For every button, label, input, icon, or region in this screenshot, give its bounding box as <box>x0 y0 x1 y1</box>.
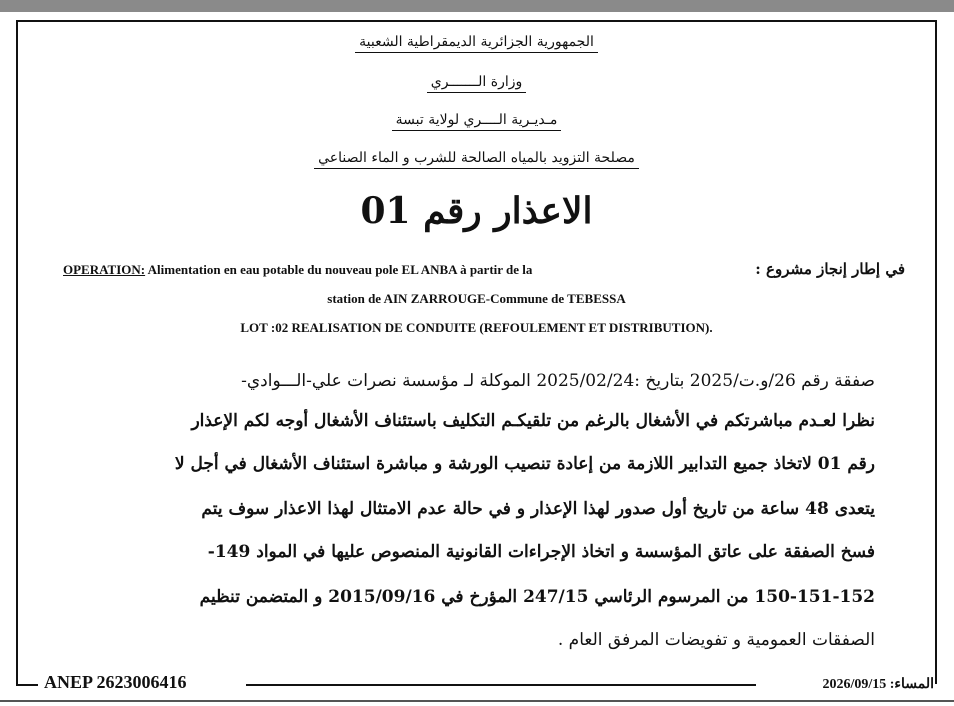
operation-lot: LOT :02 REALISATION DE CONDUITE (REFOULEMENT ET DISTRIBUTION). <box>240 320 713 335</box>
evening-label: المساء: <box>889 677 934 692</box>
operation-label: OPERATION: <box>63 262 146 277</box>
anep-reference: ANEP 2623006416 <box>44 672 187 692</box>
operation-line2: station de AIN ZARROUGE-Commune de TEBESSA <box>327 291 626 306</box>
body-line: فسخ الصفقة على عاتق المؤسسة و اتخاذ الإجراءات القانونية المنصوص عليها في المواد 149- <box>207 542 875 562</box>
body-line: 150-151-152 من المرسوم الرئاسي 247/15 المؤرخ في 2015/09/16 و المتضمن تنظيم <box>199 587 875 607</box>
header-service: مصلحة التزويد بالمياه الصالحة للشرب و الماء الصناعي <box>18 150 935 166</box>
operation-intro: في إطار إنجاز مشروع : <box>755 260 905 278</box>
notice-title: الاعذار رقم 01 <box>360 190 593 232</box>
header-ministry: وزارة الـــــــري <box>18 74 935 90</box>
body-line: يتعدى 48 ساعة من تاريخ أول صدور لهذا الإعذار و في حالة عدم الامتثال لهذا الاعذار سوف يتم <box>201 499 875 519</box>
bottom-rule <box>0 700 954 702</box>
header-directorate: مـديـرية الــــري لولاية تبسة <box>18 112 935 128</box>
operation-line1 <box>63 262 532 278</box>
body-line: الصفقات العمومية و تفويضات المرفق العام . <box>557 630 875 650</box>
body-line: صفقة رقم 26/و.ت/2025 بتاريخ :2025/02/24 الموكلة لـ مؤسسة نصرات علي-الـــوادي- <box>241 371 875 391</box>
top-gray-bar <box>0 0 954 12</box>
date-value: 2026/09/15 <box>822 677 887 692</box>
footer-rule <box>246 684 756 686</box>
body-line: رقم 01 لاتخاذ جميع التدابير اللازمة من إعادة تنصيب الورشة و مباشرة استئناف الأشغال في أجل لا <box>174 454 875 474</box>
operation-text: Alimentation en eau potable du nouveau pole EL ANBA à partir de la <box>147 262 533 277</box>
footer-rule <box>16 684 38 686</box>
body-line: نظرا لعـدم مباشرتكم في الأشغال بالرغم من تلقيكـم التكليف باستئناف الأشغال أوجه لكم الإعذار <box>191 411 875 431</box>
header-republic: الجمهورية الجزائرية الديمقراطية الشعبية <box>18 34 935 50</box>
notice-frame <box>16 20 937 684</box>
footer-date <box>822 676 934 693</box>
